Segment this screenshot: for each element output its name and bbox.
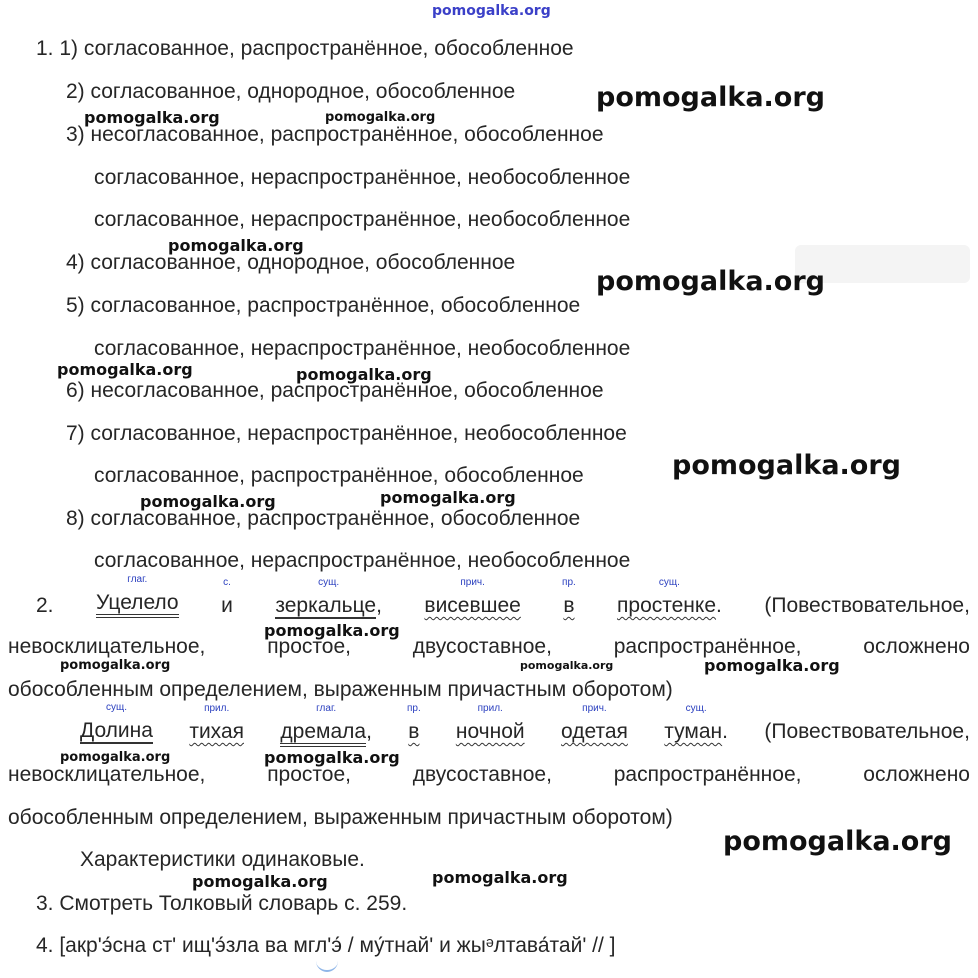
task2-sentence1-line1 [8, 574, 970, 618]
watermark[interactable]: pomogalka.org [520, 659, 614, 672]
s1-word-1 [96, 574, 179, 618]
s2-tag-5: прил. [477, 703, 503, 715]
loading-spinner-icon [316, 958, 338, 972]
header-watermark[interactable]: pomogalka.org [432, 3, 551, 19]
s1-comma: , [376, 594, 382, 618]
watermark[interactable]: pomogalka.org [192, 872, 328, 891]
watermark[interactable]: pomogalka.org [60, 658, 171, 673]
s1-tag-4: прич. [460, 577, 485, 589]
s2-word-5 [455, 703, 525, 744]
s2-word-7 [664, 703, 728, 744]
task1-line-11: согласованное, распространённое, обособленное [94, 464, 584, 487]
watermark[interactable]: pomogalka.org [264, 748, 400, 767]
task2-sentence2-line2 [8, 763, 970, 787]
watermark[interactable]: pomogalka.org [140, 492, 276, 511]
s2-word-6-text: одетая [561, 720, 628, 744]
task2-sentence2-line3: обособленным определением, выраженным причастным оборотом) [8, 806, 673, 829]
s2-period: . [722, 720, 728, 744]
s2-tag-6: прич. [582, 703, 607, 715]
watermark[interactable]: pomogalka.org [264, 621, 400, 640]
s2-l2-w5: осложнено [863, 763, 970, 786]
s2-comma: , [366, 720, 372, 744]
watermark[interactable]: pomogalka.org [596, 82, 825, 113]
s1-tag-6: сущ. [658, 577, 680, 589]
task1-line-2: 2) согласованное, однородное, обособленное [66, 80, 516, 103]
watermark[interactable]: pomogalka.org [704, 656, 840, 675]
s1-l2-w3: двусоставное, [412, 635, 552, 658]
task2-conclusion: Характеристики одинаковые. [80, 848, 365, 871]
s2-tag-3: глаг. [316, 703, 337, 715]
task1-line-4: согласованное, нераспространённое, необособленное [94, 166, 631, 189]
s1-tag-3: сущ. [318, 577, 340, 589]
s1-word-3-text: зеркальце [275, 594, 377, 618]
watermark[interactable]: pomogalka.org [723, 826, 952, 857]
s1-tag-2: с. [223, 577, 231, 589]
task2-sentence1-line3: обособленным определением, выраженным причастным оборотом) [8, 678, 673, 701]
s1-word-4-text: висевшее [424, 594, 521, 618]
watermark[interactable]: pomogalka.org [380, 488, 516, 507]
s2-l2-w2: простое, [267, 763, 351, 786]
s2-word-2 [189, 703, 244, 744]
s2-l2-w3: двусоставное, [412, 763, 552, 786]
watermark[interactable]: pomogalka.org [325, 110, 436, 125]
s1-word-4 [424, 577, 521, 618]
watermark[interactable]: pomogalka.org [596, 266, 825, 297]
task2-sentence2-line1 [80, 702, 970, 744]
task1-line-8: согласованное, нераспространённое, необособленное [94, 337, 631, 360]
s1-word-6-text: простенке [617, 594, 717, 618]
task1-line-7: 5) согласованное, распространённое, обособленное [66, 294, 581, 317]
task1-line-9: 6) несогласованное, распространённое, обособленное [66, 379, 604, 402]
s2-word-1 [80, 702, 153, 744]
s2-tag-2: прил. [204, 703, 230, 715]
s2-word-6 [561, 703, 628, 744]
task1-line-3: 3) несогласованное, распространённое, обособленное [66, 123, 604, 146]
s2-l2-w4: распространённое, [613, 763, 802, 786]
s2-l2-w1: невосклицательное, [8, 763, 206, 786]
watermark[interactable]: pomogalka.org [432, 868, 568, 887]
s1-word-5-text: в [563, 594, 575, 618]
task1-line-12: 8) согласованное, распространённое, обособленное [66, 507, 581, 530]
s2-word-4-text: в [408, 720, 420, 744]
s2-tag-7: сущ. [685, 703, 707, 715]
s2-tag-4: пр. [406, 703, 421, 715]
s1-word-1-text: Уцелело [96, 591, 179, 614]
task1-line-13: согласованное, нераспространённое, необособленное [94, 549, 631, 572]
s1-word-6 [617, 577, 722, 618]
task4-transcription: 4. [акр'э́сна ст' ищ'э́зла ва мгл'э́ / му́тнай' и жыᵊлтава́тай' // ] [36, 934, 616, 957]
watermark[interactable]: pomogalka.org [57, 360, 193, 379]
watermark[interactable]: pomogalka.org [84, 108, 220, 127]
watermark[interactable]: pomogalka.org [168, 236, 304, 255]
s2-word-3-text: дремала [280, 720, 366, 747]
s1-word-3 [275, 577, 382, 618]
task2-number: 2. [36, 594, 54, 618]
s1-tail: (Повествовательное, [764, 594, 970, 618]
task1-line-5: согласованное, нераспространённое, необособленное [94, 208, 631, 231]
s1-tag-1: глаг. [127, 574, 148, 585]
s2-word-3 [280, 703, 372, 744]
task1-line-1: 1. 1) согласованное, распространённое, обособленное [36, 37, 574, 60]
s2-word-2-text: тихая [189, 720, 244, 744]
s1-word-2 [221, 577, 233, 618]
s2-word-4 [406, 703, 421, 744]
s1-l2-w5: осложнено [863, 635, 970, 658]
s1-period: . [716, 594, 722, 618]
watermark[interactable]: pomogalka.org [60, 750, 171, 765]
watermark[interactable]: pomogalka.org [672, 450, 901, 481]
s1-word-2-text: и [221, 594, 233, 618]
s2-word-1-text: Долина [80, 719, 153, 742]
s1-l2-w4: распространённое, [613, 635, 802, 658]
s1-l2-w1: невосклицательное, [8, 635, 206, 658]
s2-word-5-text: ночной [455, 720, 525, 744]
task1-line-6: 4) согласованное, однородное, обособленное [66, 251, 516, 274]
s2-word-7-text: туман [664, 720, 723, 744]
s2-tail: (Повествовательное, [764, 720, 970, 744]
watermark[interactable]: pomogalka.org [296, 365, 432, 384]
s1-l2-w2: простое, [267, 635, 351, 658]
task1-line-10: 7) согласованное, нераспространённое, необособленное [66, 422, 627, 445]
s1-tag-5: пр. [562, 577, 576, 589]
s1-word-5 [562, 577, 576, 618]
s2-tag-1: сущ. [105, 702, 127, 713]
task3-line: 3. Смотреть Толковый словарь с. 259. [36, 892, 408, 915]
